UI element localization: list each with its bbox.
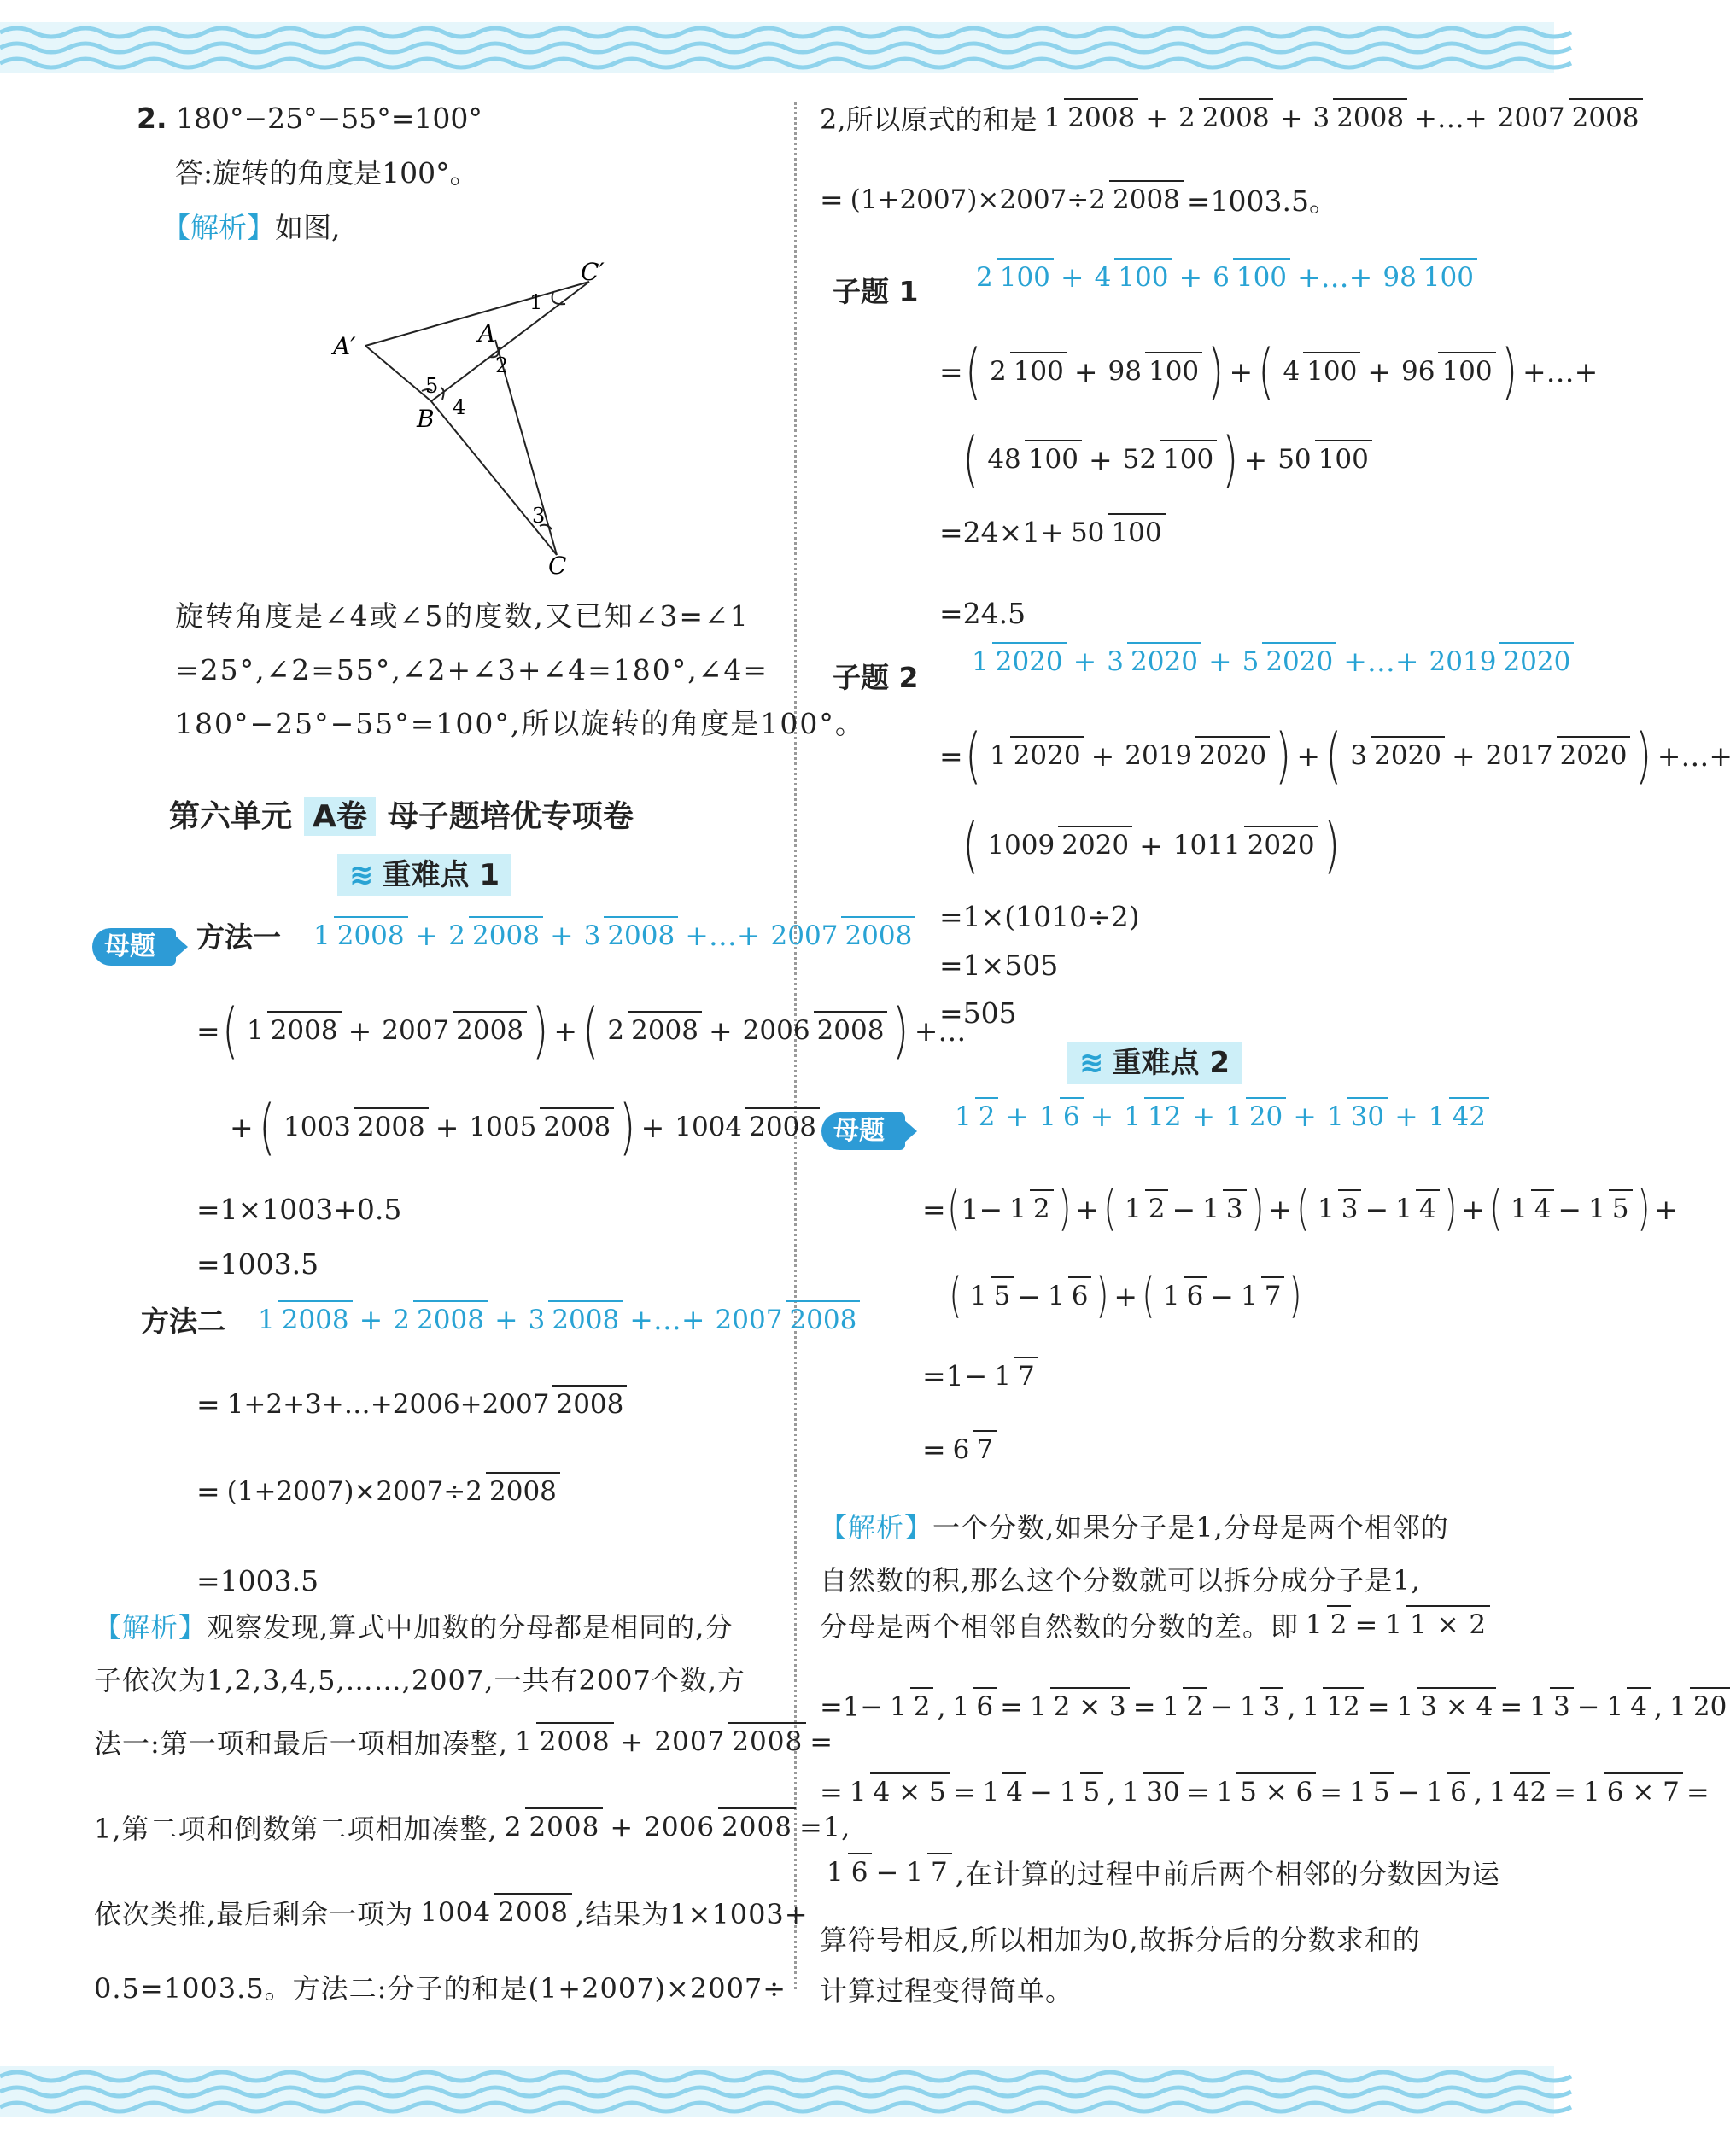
sub1-step1: = ( 2 100 + 98 100 ) + ( 4 100 + 96 100 ) +…+ [939,336,1599,406]
jiexi-2-line4: 1,第二项和倒数第二项相加凑整, 2 2008 + 2006 2008 =1, [94,1807,850,1847]
rot-text-1: 旋转角度是∠4或∠5的度数,又已知∠3=∠1 [175,599,750,633]
m2-step1-cont: ( 1 5 − 1 6 ) + ( 1 6 − 1 7 ) [949,1268,1303,1323]
jiexi-3-line3: 分母是两个相邻自然数的分数的差。即 1 2 = 1 1 × 2 [820,1605,1493,1644]
angle-4-label: 4 [453,395,466,419]
right-cont-line1: 2,所以原式的和是 1 2008 + 2 2008 + 3 2008 +…+ 2007 2008 [820,98,1646,137]
m2-step2: =1− 1 7 [922,1359,1042,1393]
method2-result: =1003.5 [196,1564,319,1597]
sub1-step1-cont: ( 48 100 + 52 100 ) + 50 100 [961,429,1376,489]
right-cont-line2: = (1+2007)×2007÷2 2008 =1003.5。 [820,179,1337,219]
method1-expression: 方法一 1 2008 + 2 2008 + 3 2008 +…+ 2007 2008 [196,915,919,955]
sub2-result: =505 [939,996,1017,1030]
jiexi-1-line [162,213,341,242]
jiexi-3-line7: 算符号相反,所以相加为0,故拆分后的分数求和的 [820,1924,1421,1956]
method2-step1: = 1+2+3+…+2006+2007 2008 [196,1387,630,1421]
unit-name: 第六单元 [169,799,293,834]
sub2-step3: =1×505 [939,949,1059,982]
sub2-step1-cont: ( 1009 2020 + 1011 2020 ) [962,810,1340,880]
m2-result: = 6 7 [922,1433,1000,1466]
rot-text-3: 180°−25°−55°=100°,所以旋转的角度是100°。 [175,707,865,740]
method2-expression: 方法二 1 2008 + 2 2008 + 3 2008 +…+ 2007 2008 [141,1299,863,1340]
angle-1-label: 1 [529,290,543,314]
jiexi-3-paragraph: 【解析】一个分数,如果分子是1,分母是两个相邻的 自然数的积,那么这个分数就可以拆分成分子是1, [820,1511,1449,1597]
unit-subtitle: 母子题培优专项卷 [387,799,634,834]
q2-number: 2. [137,102,167,135]
rot-text-2: =25°,∠2=55°,∠2+∠3+∠4=180°,∠4= [175,653,769,686]
jiexi-2-line3: 法一:第一项和最后一项相加凑整, 1 2008 + 2007 2008 = [94,1722,833,1761]
q2-equation: 180°−25°−55°=100° [176,102,482,135]
m2-step1: = ( 1− 1 2 ) + ( 1 2 − 1 3 ) + ( 1 3 − 1 4 ) + ( 1 4 − 1 5 ) + [922,1181,1679,1236]
key-point-1-heading: ≋ 重难点 1 [337,854,511,896]
key-point-2-heading: ≋ 重难点 2 [1067,1042,1242,1084]
sub2-step1: = ( 1 2020 + 2019 2020 ) + ( 3 2020 + 2017 2020 ) +…+ [939,721,1733,791]
label-a: A [478,319,496,347]
sub1-result: =24.5 [939,597,1026,630]
method2-label: 方法二 [141,1305,225,1338]
q2-line [137,102,482,135]
sub-question-2-label: 子题 2 [833,661,919,694]
angle-5-label: 5 [425,374,439,398]
mother-question-badge-2: 母题 [821,1112,905,1150]
mother-question-badge: 母题 [92,928,176,966]
top-wave-border [0,22,1554,73]
method1-label: 方法一 [196,920,281,954]
method1-step1: = ( 1 2008 + 2007 2008 ) + ( 2 2008 + 2006 2008 ) +… [196,996,967,1066]
label-b: B [417,405,435,433]
sub1-expression: 2 100 + 4 100 + 6 100 +…+ 98 100 [969,260,1481,294]
bottom-wave-border [0,2066,1554,2117]
wave-icon: ≋ [349,858,374,892]
jiexi-2-line6: 0.5=1003.5。方法二:分子的和是(1+2007)×2007÷ [94,1972,787,2005]
jiexi-3-line6: 1 6 − 1 7 ,在计算的过程中前后两个相邻的分数因为运 [820,1853,1500,1892]
sub2-expression: 1 2020 + 3 2020 + 5 2020 +…+ 2019 2020 [965,645,1577,678]
sub2-step2: =1×(1010÷2) [939,900,1140,933]
angle-2-label: 2 [495,353,509,377]
jiexi-2-line5: 依次类推,最后剩余一项为 1004 2008 ,结果为1×1003+ [94,1893,809,1932]
method1-step1-cont: + ( 1003 2008 + 1005 2008 ) + 1004 2008 [226,1097,823,1157]
jiexi-2-paragraph: 【解析】观察发现,算式中加数的分母都是相同的,分 子依次为1,2,3,4,5,……,2007,一共有2007个数,方 [94,1611,746,1696]
method2-step2: = (1+2007)×2007÷2 2008 [196,1474,564,1508]
label-a-prime: A′ [333,332,356,360]
sub-question-1-label: 子题 1 [833,275,919,308]
jiexi-tag: 【解析】 [162,211,275,244]
jiexi-3-line8: 计算过程变得简单。 [820,1975,1074,2007]
m2-expression: 1 2 + 1 6 + 1 12 + 1 20 + 1 30 + 1 42 [948,1100,1493,1133]
sub1-step2: =24×1+ 50 100 [939,516,1169,549]
rotation-geometry-figure [324,256,615,581]
label-c: C [548,552,567,580]
label-c-prime: C′ [581,258,605,286]
jiexi-3-line5: = 1 4 × 5 = 1 4 − 1 5 , 1 30 = 1 5 × 6 = 1 5 − 1 6 , 1 42 = 1 6 × 7 = [820,1776,1710,1808]
wave-icon: ≋ [1079,1046,1104,1080]
q2-answer: 答:旋转的角度是100°。 [175,156,478,190]
unit-paper-badge: A卷 [304,797,376,836]
unit-title [169,792,634,836]
method1-result: =1003.5 [196,1247,319,1281]
method1-step2: =1×1003+0.5 [196,1193,402,1226]
jiexi-fig-intro: 如图, [275,211,341,244]
jiexi-3-line4: =1− 1 2 , 1 6 = 1 2 × 3 = 1 2 − 1 3 , 1 12 = 1 3 × 4 = 1 3 − 1 4 , 1 20 [820,1690,1733,1723]
angle-3-label: 3 [532,504,546,528]
